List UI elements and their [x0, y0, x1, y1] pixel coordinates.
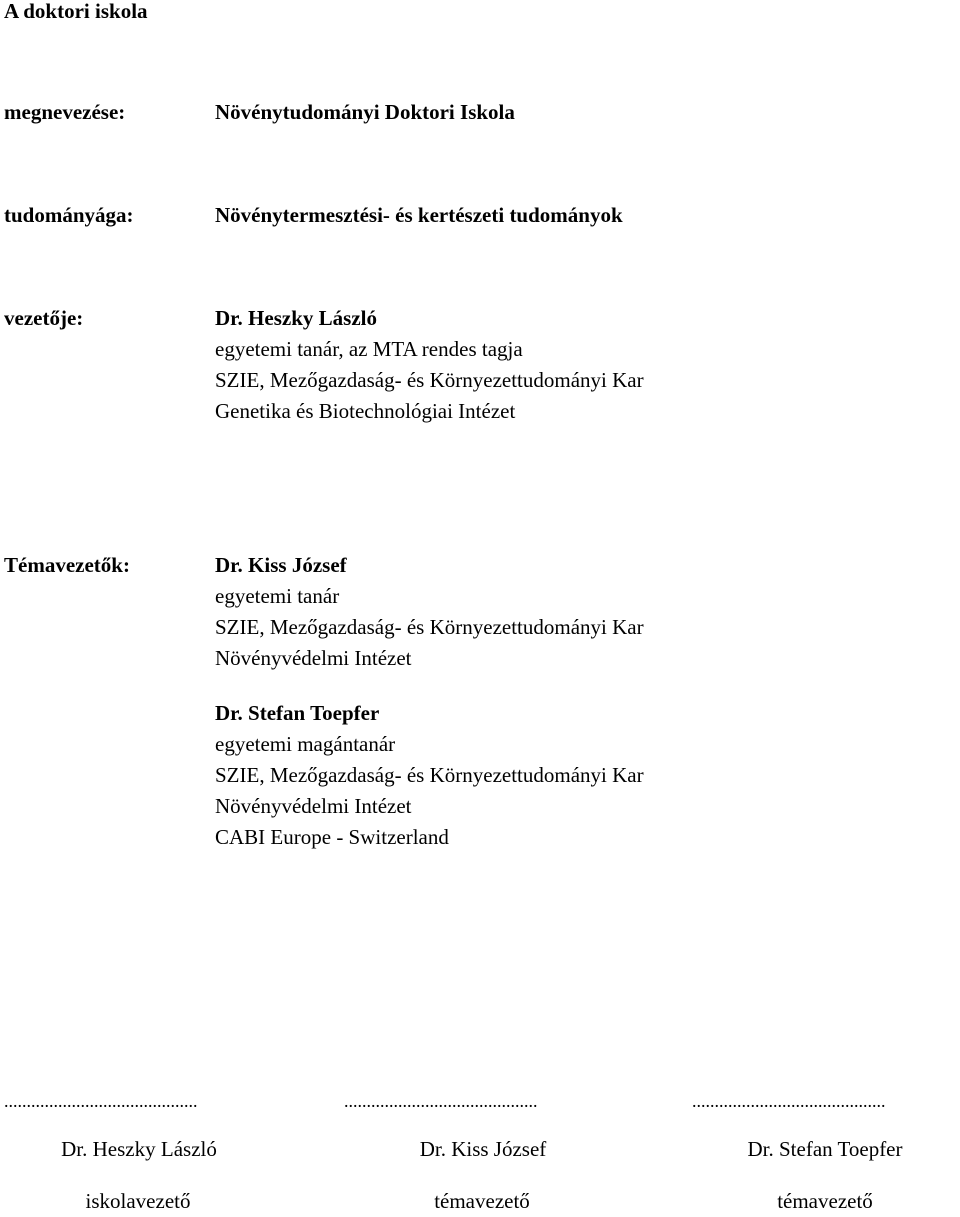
- supervisor-line: CABI Europe - Switzerland: [215, 825, 449, 849]
- supervisor-line: egyetemi tanár: [215, 584, 340, 608]
- school-name-value: Növénytudományi Doktori Iskola: [215, 100, 515, 124]
- supervisor-name: Dr. Stefan Toepfer: [215, 701, 380, 725]
- supervisor-info: [215, 698, 644, 853]
- signature-role: témavezető: [777, 1189, 873, 1213]
- signature-role: iskolavezető: [85, 1189, 191, 1213]
- supervisor-line: SZIE, Mezőgazdaság- és Környezettudományi Kar: [215, 615, 644, 639]
- discipline-value: Növénytermesztési- és kertészeti tudományok: [215, 203, 623, 227]
- school-name-label: megnevezése:: [4, 100, 126, 124]
- signature-name: Dr. Stefan Toepfer: [747, 1137, 903, 1161]
- head-name: Dr. Heszky László: [215, 306, 377, 330]
- supervisor-name: Dr. Kiss József: [215, 553, 347, 577]
- signature-role: témavezető: [434, 1189, 530, 1213]
- signature-line: ...........................................: [4, 1091, 198, 1111]
- head-line: egyetemi tanár, az MTA rendes tagja: [215, 337, 523, 361]
- head-line: SZIE, Mezőgazdaság- és Környezettudományi Kar: [215, 368, 644, 392]
- head-line: Genetika és Biotechnológiai Intézet: [215, 399, 516, 423]
- supervisor-line: egyetemi magántanár: [215, 732, 396, 756]
- signature-name: Dr. Kiss József: [419, 1137, 547, 1161]
- supervisors-label: Témavezetők:: [4, 553, 130, 577]
- discipline-label: tudományága:: [4, 203, 134, 227]
- supervisor-info: [215, 550, 644, 674]
- signature-line: ...........................................: [344, 1091, 538, 1111]
- head-info: [215, 303, 644, 427]
- signature-name: Dr. Heszky László: [61, 1137, 217, 1161]
- supervisor-line: SZIE, Mezőgazdaság- és Környezettudományi Kar: [215, 763, 644, 787]
- head-label: vezetője:: [4, 306, 84, 330]
- page-title: A doktori iskola: [4, 0, 148, 23]
- supervisor-line: Növényvédelmi Intézet: [215, 794, 412, 818]
- supervisor-line: Növényvédelmi Intézet: [215, 646, 412, 670]
- signature-line: ...........................................: [692, 1091, 886, 1111]
